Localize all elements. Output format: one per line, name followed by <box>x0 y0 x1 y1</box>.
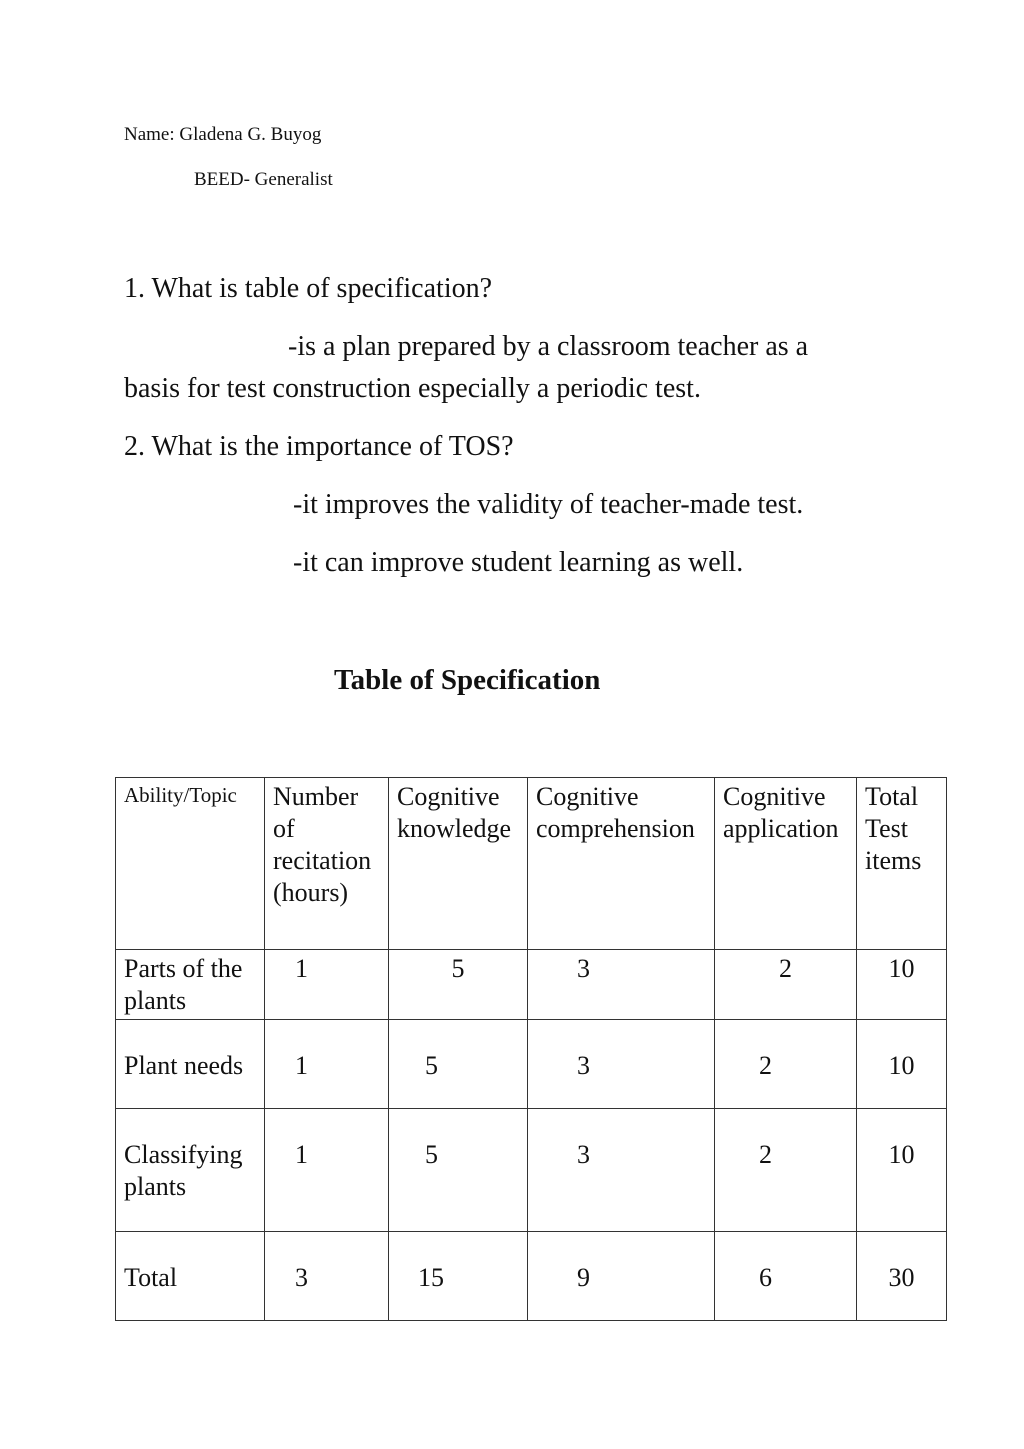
cell-application: 2 <box>715 950 857 1020</box>
cell-knowledge: 5 <box>389 1020 528 1109</box>
answer-2-line-2: -it can improve student learning as well. <box>293 547 744 578</box>
cell-hours: 1 <box>265 1109 389 1232</box>
cell-total: 10 <box>857 1020 947 1109</box>
question-2: 2. What is the importance of TOS? <box>124 431 514 462</box>
cell-total: 30 <box>857 1232 947 1321</box>
cell-topic: Plant needs <box>116 1020 265 1109</box>
table-title: Table of Specification <box>334 664 601 696</box>
header-total-test-items: Total Test items <box>857 778 947 950</box>
student-name: Name: Gladena G. Buyog <box>124 124 322 145</box>
table-row <box>116 1020 947 1109</box>
cell-hours: 1 <box>265 950 389 1020</box>
cell-application: 2 <box>715 1109 857 1232</box>
cell-application: 6 <box>715 1232 857 1321</box>
cell-topic: Parts of the plants <box>116 950 265 1020</box>
answer-1-line-2: basis for test construction especially a periodic test. <box>124 373 701 404</box>
cell-total: 10 <box>857 950 947 1020</box>
question-1: 1. What is table of specification? <box>124 273 493 304</box>
header-cognitive-application: Cognitive application <box>715 778 857 950</box>
table-row <box>116 950 947 1020</box>
header-cognitive-comprehension: Cognitive comprehension <box>528 778 715 950</box>
cell-comprehension: 9 <box>528 1232 715 1321</box>
cell-topic: Total <box>116 1232 265 1321</box>
cell-knowledge: 5 <box>389 950 528 1020</box>
answer-2-line-1: -it improves the validity of teacher-made test. <box>293 489 804 520</box>
table-row <box>116 1109 947 1232</box>
cell-knowledge: 15 <box>389 1232 528 1321</box>
header-recitation-hours: Number of recitation (hours) <box>265 778 389 950</box>
header-ability-topic: Ability/Topic <box>116 778 265 950</box>
answer-1-line-1: -is a plan prepared by a classroom teacher as a <box>288 331 809 362</box>
cell-knowledge: 5 <box>389 1109 528 1232</box>
table-row <box>116 1232 947 1321</box>
cell-application: 2 <box>715 1020 857 1109</box>
cell-comprehension: 3 <box>528 1020 715 1109</box>
cell-hours: 1 <box>265 1020 389 1109</box>
table-header-row <box>116 778 947 950</box>
cell-comprehension: 3 <box>528 950 715 1020</box>
cell-total: 10 <box>857 1109 947 1232</box>
cell-topic: Classifying plants <box>116 1109 265 1232</box>
student-course: BEED- Generalist <box>194 169 333 190</box>
cell-comprehension: 3 <box>528 1109 715 1232</box>
specification-table <box>115 777 947 1321</box>
cell-hours: 3 <box>265 1232 389 1321</box>
header-cognitive-knowledge: Cognitive knowledge <box>389 778 528 950</box>
